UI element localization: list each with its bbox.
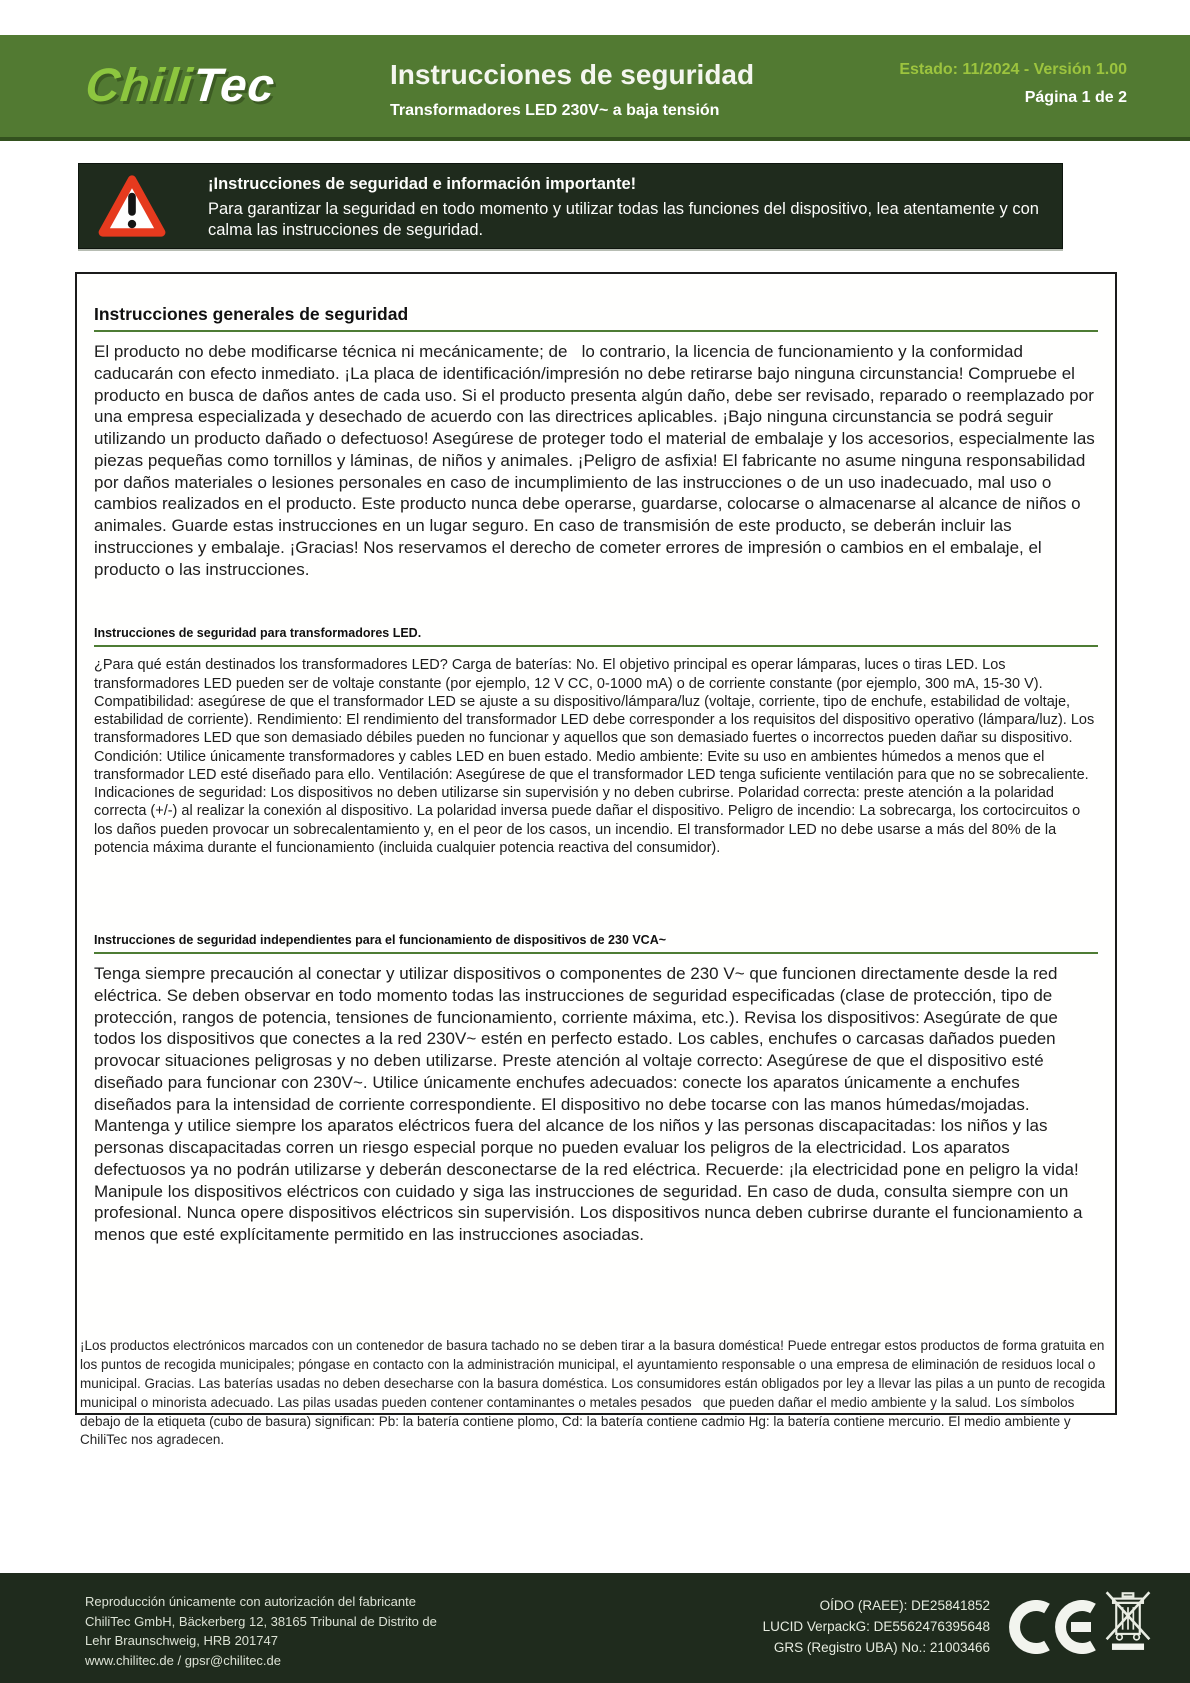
section-230v-devices <box>94 933 1098 1246</box>
chilitec-logo <box>83 57 278 112</box>
footer-line: GRS (Registro UBA) No.: 21003466 <box>773 1639 990 1655</box>
footer-line: ChiliTec GmbH, Bäckerberg 12, 38165 Tribunal de Distrito de <box>85 1613 437 1629</box>
page-subtitle: Transformadores LED 230V~ a baja tensión <box>390 102 720 119</box>
footer-line: www.chilitec.de / gpsr@chilitec.de <box>85 1652 281 1668</box>
ce-mark-icon <box>1007 1600 1099 1654</box>
warning-body: Para garantizar la seguridad en todo momento y utilizar todas las funciones del dispositivo, lea atentamente y con calma las instrucciones de seguridad. <box>208 200 1039 240</box>
footer-line: OÍDO (RAEE): DE25841852 <box>819 1598 990 1613</box>
version-status: Estado: 11/2024 - Versión 1.00 <box>899 61 1127 78</box>
warning-title: ¡Instrucciones de seguridad e información importante! <box>208 175 637 193</box>
section-body: Tenga siempre precaución al conectar y utilizar dispositivos o componentes de 230 V~ que funcionen directamente desde la red eléctrica. Se deben observar en todo momento todas las instrucciones de seguridad especificadas (clase de protección, tipo de protección, rangos de potencia, tensiones de funcionamiento, corriente máxima, etc.). Revisa los dispositivos: Asegúrate de que todos los dispositivos que conectes a la red 230V~ estén en perfecto estado. Los cables, enchufes o carcasas dañados pueden provocar situaciones peligrosas y no deben utilizarse. Preste atención al voltaje correcto: Asegúrese de que el dispositivo esté diseñado para funcionar con 230V~. Utilice únicamente enchufes adecuados: conecte los aparatos únicamente a enchufes diseñados para la intensidad de corriente correspondiente. El dispositivo no debe tocarse con las manos húmedas/mojadas. Mantenga y utilice siempre los aparatos eléctricos fuera del alcance de los niños y las personas discapacitadas: los niños y las personas discapacitadas corren un riesgo especial porque no pueden evaluar los peligros de la electricidad. Los aparatos defectuosos ya no podrán utilizarse y deberán desconectarse de la red eléctrica. Recuerde: ¡la electricidad pone en peligro la vida! Manipule los dispositivos eléctricos con cuidado y siga las instrucciones de seguridad. En caso de duda, consulta siempre con un profesional. Nunca opere dispositivos eléctricos sin supervisión. Los dispositivos nunca deben cubrirse durante el funcionamiento a menos que esté explícitamente permitido en las instrucciones asociadas. <box>94 964 1088 1245</box>
main-content-box <box>75 272 1117 1415</box>
disposal-note: ¡Los productos electrónicos marcados con un contenedor de basura tachado no se deben tirar a la basura doméstica! Puede entregar estos productos de forma gratuita en los puntos de recogida municipales; póngase en contacto con la administración municipal, el ayuntamiento responsable o una empresa de eliminación de residuos local o municipal. Gracias. Las baterías usadas no deben desecharse con la basura doméstica. Los consumidores están obligados por ley a llevar las pilas a un punto de recogida municipal o minorista adecuado. Las pilas usadas pueden contener contaminantes o metales pesados que pueden dañar el medio ambiente y la salud. Los símbolos debajo de la etiqueta (cubo de basura) significan: Pb: la batería contiene plomo, Cd: la batería contiene cadmio Hg: la batería contiene mercurio. El medio ambiente y ChiliTec nos agradecen. <box>80 1338 1109 1448</box>
warning-banner <box>78 163 1063 249</box>
footer-line: Lehr Braunschweig, HRB 201747 <box>85 1633 278 1648</box>
section-title: Instrucciones generales de seguridad <box>94 304 409 324</box>
section-divider <box>94 952 1098 954</box>
section-divider <box>94 330 1098 332</box>
page-indicator: Página 1 de 2 <box>1024 89 1127 106</box>
weee-bin-icon <box>1104 1589 1152 1651</box>
footer-band <box>0 1573 1190 1683</box>
footer-registration-numbers <box>763 1596 990 1659</box>
header-band <box>0 35 1190 141</box>
section-body: ¿Para qué están destinados los transformadores LED? Carga de baterías: No. El objetivo principal es operar lámparas, luces o tiras LED. Los transformadores LED pueden ser de voltaje constante (por ejemplo, 12 V CC, 0-1000 mA) o de corriente constante (por ejemplo, 300 mA, 15-30 V). Compatibilidad: asegúrese de que el transformador LED se ajuste a su dispositivo/lámpara/luz (voltaje, corriente, tipo de enchufe, estabilidad de voltaje, estabilidad de corriente). Rendimiento: El rendimiento del transformador LED debe corresponder a los requisitos del dispositivo operativo (lámpara/luz). Los transformadores LED que son demasiado débiles pueden no funcionar y aquellos que son demasiado fuertes o incorrectos pueden dañar su dispositivo. Condición: Utilice únicamente transformadores y cables LED en buen estado. Medio ambiente: Evite su uso en ambientes húmedos a menos que el transformador LED esté diseñado para ello. Ventilación: Asegúrese de que el transformador LED tenga suficiente ventilación para que no se sobrecaliente. Indicaciones de seguridad: Los dispositivos no deben utilizarse sin supervisión y no deben cubrirse. Polaridad correcta: preste atención a la polaridad correcta (+/-) al realizar la conexión al dispositivo. La polaridad inversa puede dañar el dispositivo. Peligro de incendio: La sobrecarga, los cortocircuitos o los daños pueden provocar un sobrecalentamiento y, en el peor de los casos, un incendio. El transformador LED no debe usarse a más del 80% de la potencia máxima durante el funcionamiento (incluida cualquier potencia reactiva del consumidor). <box>94 657 1099 856</box>
footer-line: Reproducción únicamente con autorización del fabricante <box>85 1594 416 1609</box>
logo-part-chili: Chili <box>83 58 196 111</box>
footer-company-info <box>85 1592 437 1670</box>
section-divider <box>94 645 1098 647</box>
section-title: Instrucciones de seguridad independientes para el funcionamiento de dispositivos de 230 VCA~ <box>94 933 667 948</box>
warning-text-block <box>208 175 1046 242</box>
section-led-transformers <box>94 626 1098 857</box>
section-body: El producto no debe modificarse técnica ni mecánicamente; de lo contrario, la licencia de funcionamiento y la conformidad caducarán con efecto inmediato. ¡La placa de identificación/impresión no debe retirarse bajo ninguna circunstancia! Compruebe el producto en busca de daños antes de cada uso. Si el producto presenta algún daño, debe ser revisado, reparado o reemplazado por una empresa especializada y desechado de acuerdo con las directrices aplicables. ¡Bajo ninguna circunstancia se podrá seguir utilizando un producto dañado o defectuoso! Asegúrese de proteger todo el material de embalaje y los accesorios, especialmente las piezas pequeñas como tornillos y láminas, de niños y animales. ¡Peligro de asfixia! El fabricante no asume ninguna responsabilidad por daños materiales o lesiones personales en caso de incumplimiento de las instrucciones o de un uso inadecuado, mal uso o cambios realizados en el producto. Este producto nunca debe operarse, guardarse, colocarse o almacenarse al alcance de niños o animales. Guarde estas instrucciones en un lugar seguro. En caso de transmisión de este producto, se deberán incluir las instrucciones y embalaje. ¡Gracias! Nos reservamos el derecho de cometer errores de impresión o cambios en el embalaje, el producto o las instrucciones. <box>94 342 1100 579</box>
section-general-safety <box>94 304 1098 580</box>
logo-part-tec: Tec <box>190 58 278 111</box>
warning-triangle-icon <box>96 174 168 238</box>
footer-line: LUCID VerpackG: DE5562476395648 <box>762 1618 990 1634</box>
section-title: Instrucciones de seguridad para transformadores LED. <box>94 626 422 641</box>
page-title: Instrucciones de seguridad <box>390 59 755 90</box>
